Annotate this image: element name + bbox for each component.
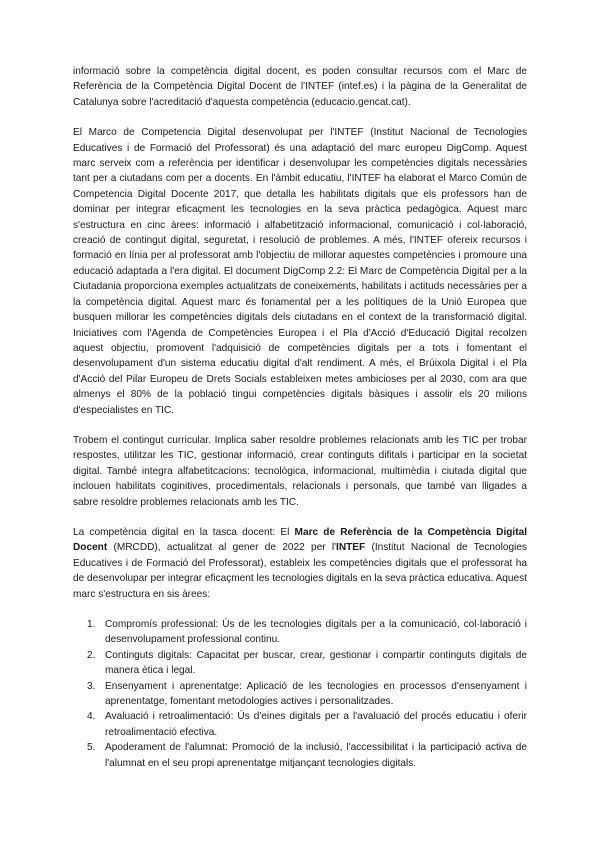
paragraph-intef-framework: El Marco de Competencia Digital desenvolupat per l'INTEF (Institut Nacional de Tecnologies Educatives i de Formació del Professorat) és una adaptació del marc europeu DigComp. Aquest marc serveix com a referència per identificar i desenvolupar les competències digitals necessàries tant per a ciutadans com per a docents. En l'àmbit educatiu, l'INTEF ha elaborat el Marco Común de Competencia Digital Docente 2017, que detalla les habilitats digitals que els professors han de dominar per integrar eficaçment les tecnologies en la seva pràctica pedagògica. Aquest marc s'estructura en cinc àrees: informació i alfabetització informacional, comunicació i col·laboració, creació de contingut digital, seguretat, i resolució de problemes. A més, l'INTEF ofereix recursos i formació en línia per al professorat amb l'objectiu de millorar aquestes competències i promoure una educació adaptada a l'era digital. El document DigComp 2.2: El Marc de Competència Digital per a la Ciutadania proporciona exemples actualitzats de coneixements, habilitats i actituds necessàries per a la competència digital. Aquest marc és fonamental per a les polítiques de la Unió Europea que busquen millorar les competències digitals dels ciutadans en el context de la transformació digital. Iniciatives com l'Agenda de Competències Europea i el Pla d'Acció d'Educació Digital recolzen aquest objectiu, promovent l'adquisició de competències digitals per a tots i fomentant el desenvolupament d'un sistema educatiu digital d'alt rendiment. A més, el Brúixola Digital i el Pla d'Acció del Pilar Europeu de Drets Socials estableixen metes ambicioses per al 2030, com ara que almenys el 80% de la població tingui competències digitals bàsiques i assolir els 20 milions d'especialistes en TIC. (73, 127, 527, 416)
paragraph-intro-continuation: informació sobre la competència digital docent, es poden consultar recursos com el Marc de Referència de la Competència Digital Docent de l'INTEF (intef.es) i la pàgina de la Generalitat de Catalunya sobre l'acreditació d'aquesta competència (educacio.gencat.cat). (73, 66, 527, 108)
list-item (87, 740, 527, 771)
areas-list (73, 617, 527, 771)
paragraph-curricular-content: Trobem el contingut curricular. Implica saber resoldre problemes relacionats amb les TIC per trobar respostes, utilitzar les TIC, gestionar informació, crear continguts difitals i participar en la societat digital. També integra alfabetitcacions: tecnològica, informacional, multimèdia i ciutada digital que inclouen habilitats coginitives, procedimentals, relacionals i personals, que també van lligades a sabre resoldre problemes relacionats amb les TIC. (73, 434, 527, 508)
intef-bold: INTEF (336, 542, 366, 554)
paragraph-mrcdd (73, 525, 527, 602)
list-item-number: 1. (87, 619, 96, 630)
list-item (87, 679, 527, 710)
list-item-text: Avaluació i retroalimentació: Ús d'eines digitals per a l'avaluació del procés educatiu i oferir retroalimentació efectiva. (105, 711, 527, 738)
list-item (87, 617, 527, 648)
list-item-number: 3. (87, 680, 96, 692)
list-item-number: 5. (87, 742, 96, 754)
list-item-number: 4. (87, 711, 96, 723)
list-item (87, 709, 527, 740)
mrcdd-text-c: (MRCDD), actualitzat al gener de 2022 per l' (107, 542, 337, 554)
list-item-text: Continguts digitals: Capacitat per buscar, crear, gestionar i compartir continguts digitals de manera ètica i legal. (105, 649, 527, 677)
mrcdd-text-a: La competència digital en la tasca docent: El (73, 526, 295, 538)
mrcdd-text-e: (Institut Nacional de Tecnologies Educatives i de Formació del Professorat), estableix les competències digitals que el professorat ha de desenvolupar per integrar eficaçment les tecnologies digitals en la seva pràctica educativa. Aquest marc s'estructura en sis àrees: (73, 542, 527, 600)
list-item-number: 2. (87, 649, 96, 661)
list-item-text: Ensenyament i aprenentatge: Aplicació de les tecnologies en processos d'ensenyament i aprenentatge, fomentant metodologies actives i personalitzades. (105, 680, 527, 708)
list-item-text: Compromís professional: Ús de les tecnologies digitals per a la comunicació, col·laboració i desenvolupament professional continu. (105, 619, 527, 646)
list-item (87, 648, 527, 679)
list-item-text: Apoderament de l'alumnat: Promoció de la inclusió, l'accessibilitat i la participació activa de l'alumnat en el seu propi aprenentatge mitjançant tecnologies digitals. (105, 742, 527, 769)
mrcdd-title-bold: Marc de Referència de la Competència Digital Docent (73, 526, 527, 554)
